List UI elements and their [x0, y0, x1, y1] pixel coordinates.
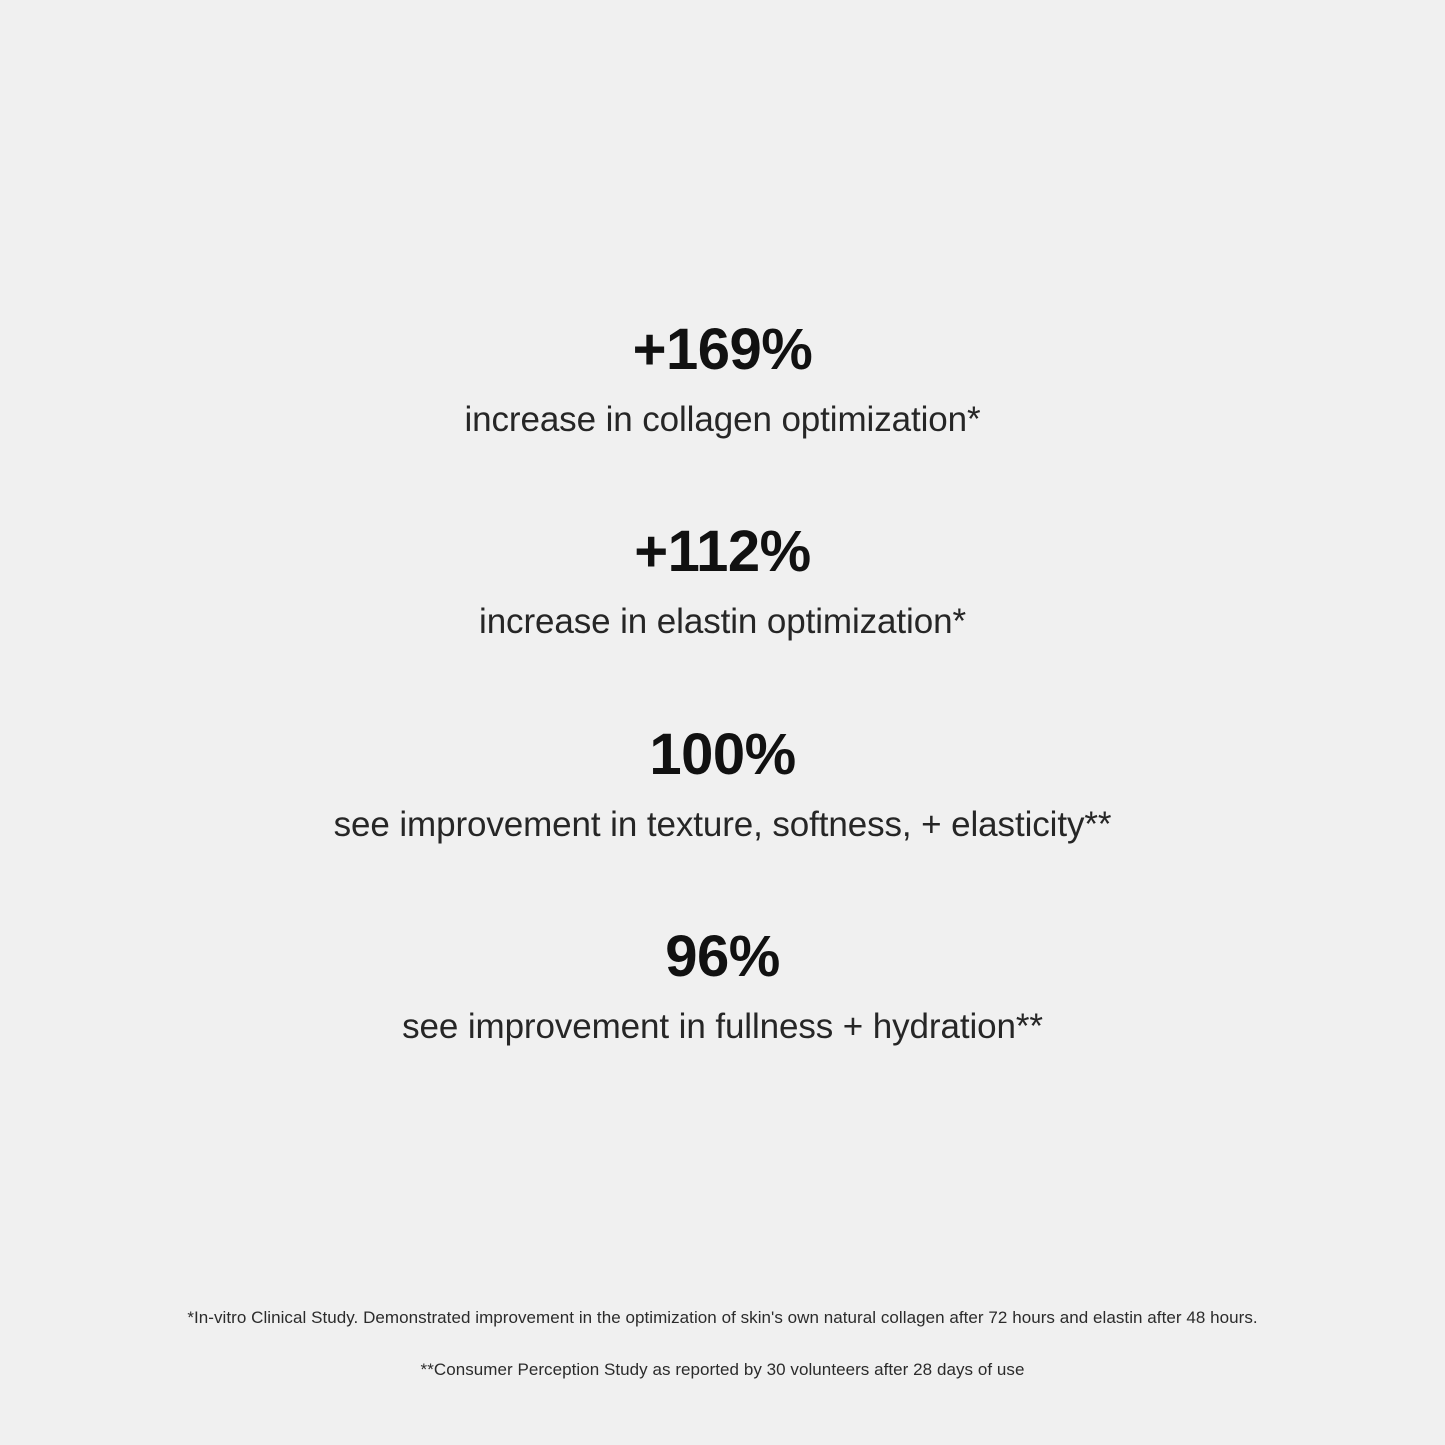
stats-list — [0, 318, 1445, 1050]
stat-item — [0, 318, 1445, 442]
stat-item — [0, 520, 1445, 644]
footnote-clinical-study: *In-vitro Clinical Study. Demonstrated improvement in the optimization of skin's own natural collagen after 72 hours and elastin after 48 hours. — [187, 1307, 1258, 1327]
stat-value: 96% — [665, 924, 780, 990]
stat-label: increase in elastin optimization* — [479, 602, 966, 642]
stat-label: see improvement in texture, softness, + elasticity** — [333, 804, 1112, 844]
stat-label: see improvement in fullness + hydration** — [402, 1007, 1043, 1047]
stat-item — [0, 925, 1445, 1049]
stat-value: +169% — [632, 317, 813, 382]
stat-item — [0, 723, 1445, 847]
stat-value: +112% — [634, 519, 811, 585]
stat-label: increase in collagen optimization* — [464, 399, 981, 439]
stat-value: 100% — [649, 721, 796, 787]
footnote-consumer-study: **Consumer Perception Study as reported by 30 volunteers after 28 days of use — [420, 1360, 1025, 1380]
footnotes — [0, 1306, 1445, 1383]
